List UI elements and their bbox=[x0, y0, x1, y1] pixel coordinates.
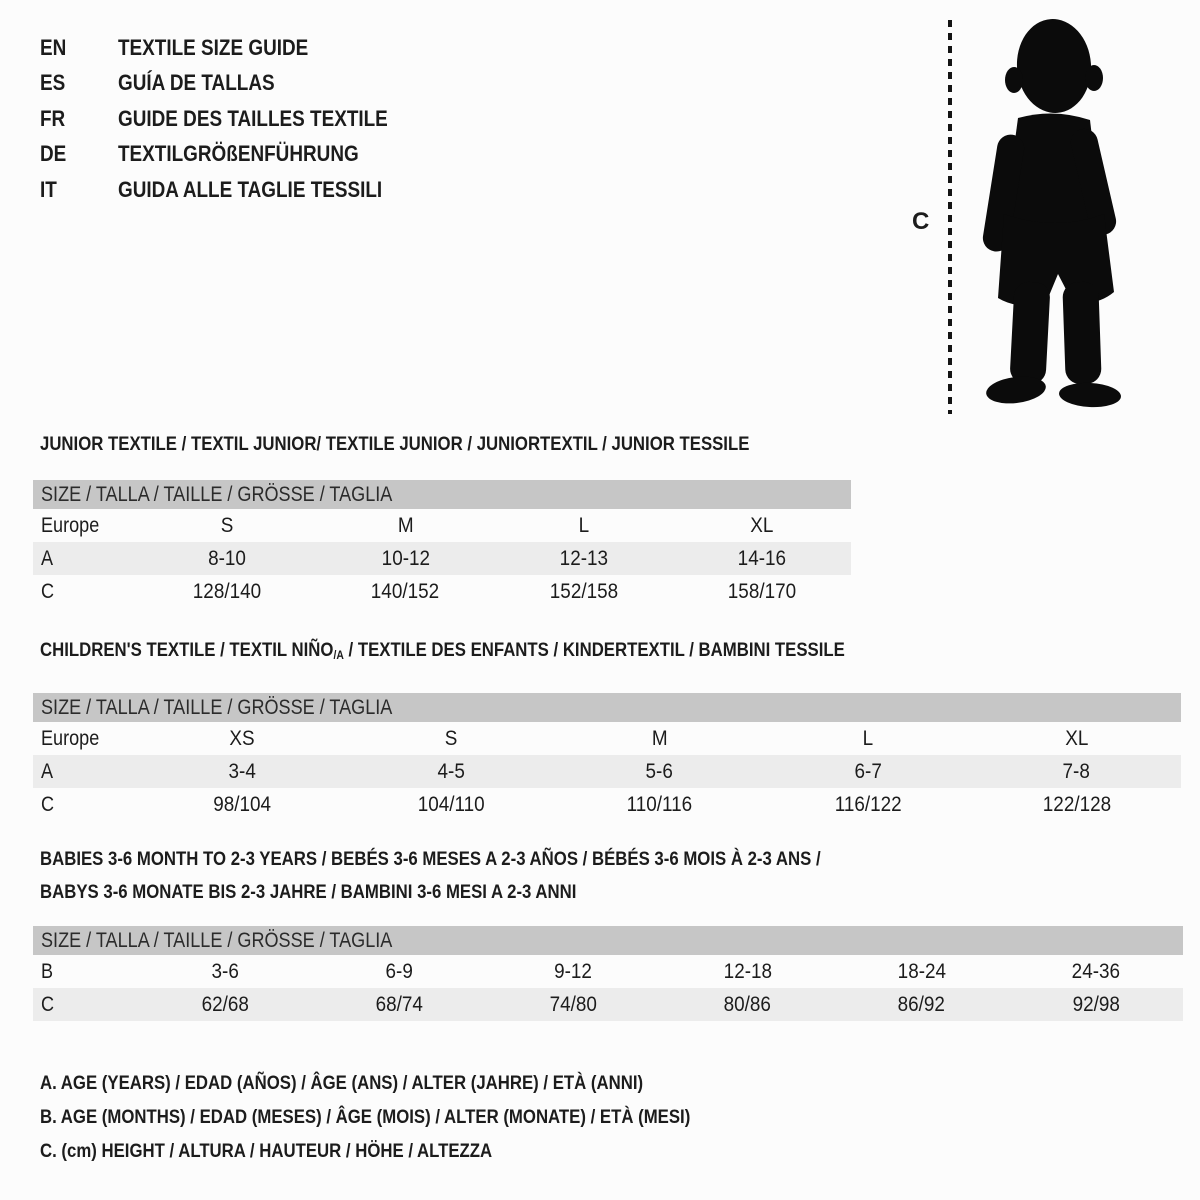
value-text: M bbox=[651, 726, 668, 750]
value-cell bbox=[138, 547, 316, 571]
language-code-text: IT bbox=[40, 176, 57, 202]
value-text: 152/158 bbox=[549, 579, 618, 603]
value-cell bbox=[1009, 960, 1183, 984]
language-label bbox=[118, 141, 398, 167]
value-cell bbox=[495, 547, 673, 571]
row-label bbox=[33, 580, 138, 604]
value-text: 140/152 bbox=[371, 579, 440, 603]
row-label-text: A bbox=[41, 546, 54, 570]
language-title-list bbox=[40, 30, 432, 208]
size-table bbox=[33, 955, 1183, 1021]
value-text: 6-9 bbox=[385, 959, 413, 983]
row-label-text: B bbox=[41, 959, 54, 983]
language-label-text: GUÍA DE TALLAS bbox=[118, 70, 275, 96]
value-cell bbox=[555, 793, 764, 817]
value-text: 18-24 bbox=[897, 959, 946, 983]
value-text: 3-4 bbox=[228, 759, 256, 783]
language-row bbox=[40, 30, 432, 66]
section-childrens-textile bbox=[33, 640, 1181, 821]
size-header-bar bbox=[33, 480, 851, 509]
value-cell bbox=[347, 793, 556, 817]
legend-line bbox=[40, 1134, 796, 1168]
size-header-text: SIZE / TALLA / TAILLE / GRÖSSE / TAGLIA bbox=[41, 482, 393, 506]
value-text: XL bbox=[750, 513, 774, 537]
language-code-text: EN bbox=[40, 34, 67, 60]
language-label bbox=[118, 35, 339, 61]
value-text: 128/140 bbox=[192, 579, 262, 603]
section-title-line bbox=[40, 640, 845, 665]
value-cell bbox=[312, 960, 486, 984]
section-title-text bbox=[40, 434, 851, 454]
table-row bbox=[33, 955, 1183, 988]
title-post: / TEXTILE DES ENFANTS / KINDERTEXTIL / BAMBINI TESSILE bbox=[343, 639, 845, 661]
value-cell bbox=[673, 514, 851, 538]
legend-line-text: B. AGE (MONTHS) / EDAD (MESES) / ÂGE (MOIS) / ALTER (MONATE) / ETÀ (MESI) bbox=[40, 1106, 691, 1128]
value-text: 9-12 bbox=[554, 959, 593, 983]
value-text: 14-16 bbox=[737, 546, 787, 570]
table-row bbox=[33, 542, 851, 575]
value-text: XS bbox=[229, 726, 255, 750]
value-cell bbox=[673, 580, 851, 604]
legend-line-text: A. AGE (YEARS) / EDAD (AÑOS) / ÂGE (ANS) / ALTER (JAHRE) / ETÀ (ANNI) bbox=[40, 1072, 644, 1094]
section-title-text bbox=[40, 640, 1181, 665]
section-title bbox=[33, 843, 1183, 909]
value-text: 122/128 bbox=[1042, 792, 1111, 816]
row-label-text: Europe bbox=[41, 513, 100, 537]
value-text: 104/110 bbox=[417, 792, 485, 816]
height-dashed-line bbox=[948, 20, 952, 414]
table-row bbox=[33, 755, 1181, 788]
row-label bbox=[33, 727, 138, 751]
language-code-text: DE bbox=[40, 141, 67, 167]
table-row bbox=[33, 575, 851, 608]
language-label bbox=[118, 177, 425, 203]
table-row bbox=[33, 509, 851, 542]
value-text: 5-6 bbox=[645, 759, 674, 783]
section-title-line: BABIES 3-6 MONTH TO 2-3 YEARS / BEBÉS 3-6 MESES A 2-3 AÑOS / BÉBÉS 3-6 MOIS À 2-3 ANS / bbox=[40, 848, 821, 870]
value-text: M bbox=[397, 513, 414, 537]
row-label bbox=[33, 960, 138, 984]
size-header-bar bbox=[33, 693, 1181, 722]
section-title-line: JUNIOR TEXTILE / TEXTIL JUNIOR/ TEXTILE JUNIOR / JUNIORTEXTIL / JUNIOR TESSILE bbox=[40, 433, 750, 455]
language-code bbox=[40, 177, 118, 203]
language-label-text: GUIDA ALLE TAGLIE TESSILI bbox=[118, 176, 383, 202]
height-measure-label: C bbox=[912, 208, 930, 235]
value-text: L bbox=[578, 513, 589, 537]
size-header-text: SIZE / TALLA / TAILLE / GRÖSSE / TAGLIA bbox=[41, 928, 393, 952]
value-text: 74/80 bbox=[549, 992, 598, 1016]
value-cell bbox=[138, 793, 347, 817]
row-label bbox=[33, 547, 138, 571]
size-header-bar bbox=[33, 926, 1183, 955]
language-code bbox=[40, 70, 118, 96]
value-text: 7-8 bbox=[1063, 759, 1091, 783]
row-label-text: C bbox=[41, 992, 55, 1016]
value-cell bbox=[555, 760, 764, 784]
value-cell bbox=[138, 514, 316, 538]
value-cell bbox=[764, 793, 973, 817]
section-title-text bbox=[40, 876, 1183, 909]
legend-line bbox=[40, 1100, 796, 1134]
title-pre: CHILDREN'S TEXTILE / TEXTIL NIÑO bbox=[40, 639, 334, 661]
legend-line-text: C. (cm) HEIGHT / ALTURA / HAUTEUR / HÖHE / ALTEZZA bbox=[40, 1140, 493, 1162]
row-label-text: C bbox=[41, 792, 55, 816]
language-row bbox=[40, 101, 432, 137]
section-title bbox=[33, 434, 851, 454]
value-text: 98/104 bbox=[213, 792, 272, 816]
row-label-text: Europe bbox=[41, 726, 100, 750]
value-cell bbox=[138, 993, 312, 1017]
table-row bbox=[33, 988, 1183, 1021]
value-cell bbox=[347, 760, 556, 784]
value-cell bbox=[1009, 993, 1183, 1017]
value-cell bbox=[312, 993, 486, 1017]
value-cell bbox=[555, 727, 764, 751]
value-text: 4-5 bbox=[437, 759, 465, 783]
section-babies-textile bbox=[33, 843, 1183, 1021]
value-text: 24-36 bbox=[1071, 959, 1121, 983]
value-cell bbox=[972, 727, 1181, 751]
language-label bbox=[118, 106, 432, 132]
row-label bbox=[33, 760, 138, 784]
language-row bbox=[40, 66, 432, 102]
value-cell bbox=[495, 514, 673, 538]
language-code-text: ES bbox=[40, 70, 66, 96]
value-cell bbox=[661, 960, 835, 984]
row-label-text: A bbox=[41, 759, 54, 783]
value-text: 110/116 bbox=[626, 792, 693, 816]
legend-line bbox=[40, 1066, 796, 1100]
value-cell bbox=[764, 727, 973, 751]
value-cell bbox=[316, 514, 494, 538]
value-text: 8-10 bbox=[208, 546, 247, 570]
legend bbox=[40, 1066, 796, 1168]
value-cell bbox=[495, 580, 673, 604]
value-cell bbox=[486, 993, 660, 1017]
value-cell bbox=[316, 547, 494, 571]
value-text: 10-12 bbox=[381, 546, 430, 570]
value-cell bbox=[661, 993, 835, 1017]
section-junior-textile bbox=[33, 434, 851, 608]
language-label-text: TEXTILGRÖßENFÜHRUNG bbox=[118, 141, 359, 167]
value-cell bbox=[138, 727, 347, 751]
value-text: 12-18 bbox=[723, 959, 772, 983]
language-row bbox=[40, 137, 432, 173]
value-text: 158/170 bbox=[727, 579, 797, 603]
value-text: 86/92 bbox=[898, 992, 946, 1016]
language-code bbox=[40, 35, 118, 61]
row-label bbox=[33, 793, 138, 817]
value-cell bbox=[316, 580, 494, 604]
value-cell bbox=[673, 547, 851, 571]
size-table bbox=[33, 509, 851, 608]
title-subscript: /A bbox=[333, 648, 344, 663]
value-text: 80/86 bbox=[723, 992, 772, 1016]
language-row bbox=[40, 172, 432, 208]
value-cell bbox=[138, 760, 347, 784]
value-text: 68/74 bbox=[375, 992, 423, 1016]
value-cell bbox=[972, 793, 1181, 817]
table-row bbox=[33, 788, 1181, 821]
value-cell bbox=[138, 960, 312, 984]
value-cell bbox=[486, 960, 660, 984]
value-text: L bbox=[862, 726, 874, 750]
size-header-text: SIZE / TALLA / TAILLE / GRÖSSE / TAGLIA bbox=[41, 695, 393, 719]
row-label bbox=[33, 514, 138, 538]
language-label-text: GUIDE DES TAILLES TEXTILE bbox=[118, 105, 388, 131]
size-table bbox=[33, 722, 1181, 821]
language-code-text: FR bbox=[40, 105, 66, 131]
table-row bbox=[33, 722, 1181, 755]
language-code bbox=[40, 106, 118, 132]
language-code bbox=[40, 141, 118, 167]
language-label-text: TEXTILE SIZE GUIDE bbox=[118, 34, 309, 60]
value-cell bbox=[764, 760, 973, 784]
value-cell bbox=[347, 727, 556, 751]
value-cell bbox=[835, 960, 1009, 984]
row-label bbox=[33, 993, 138, 1017]
value-text: 6-7 bbox=[854, 759, 882, 783]
value-cell bbox=[972, 760, 1181, 784]
value-cell bbox=[138, 580, 316, 604]
value-text: 92/98 bbox=[1072, 992, 1120, 1016]
value-text: XL bbox=[1065, 726, 1089, 750]
value-text: 3-6 bbox=[211, 959, 239, 983]
section-title bbox=[33, 640, 1181, 665]
row-label-text: C bbox=[41, 579, 55, 603]
value-text: 12-13 bbox=[559, 546, 608, 570]
value-text: 116/122 bbox=[834, 792, 902, 816]
value-text: 62/68 bbox=[201, 992, 249, 1016]
value-text: S bbox=[220, 513, 234, 537]
language-label bbox=[118, 70, 300, 96]
section-title-text bbox=[40, 843, 1183, 876]
section-title-line: BABYS 3-6 MONATE BIS 2-3 JAHRE / BAMBINI 3-6 MESI A 2-3 ANNI bbox=[40, 881, 577, 903]
value-cell bbox=[835, 993, 1009, 1017]
baby-silhouette bbox=[966, 16, 1136, 416]
value-text: S bbox=[444, 726, 458, 750]
